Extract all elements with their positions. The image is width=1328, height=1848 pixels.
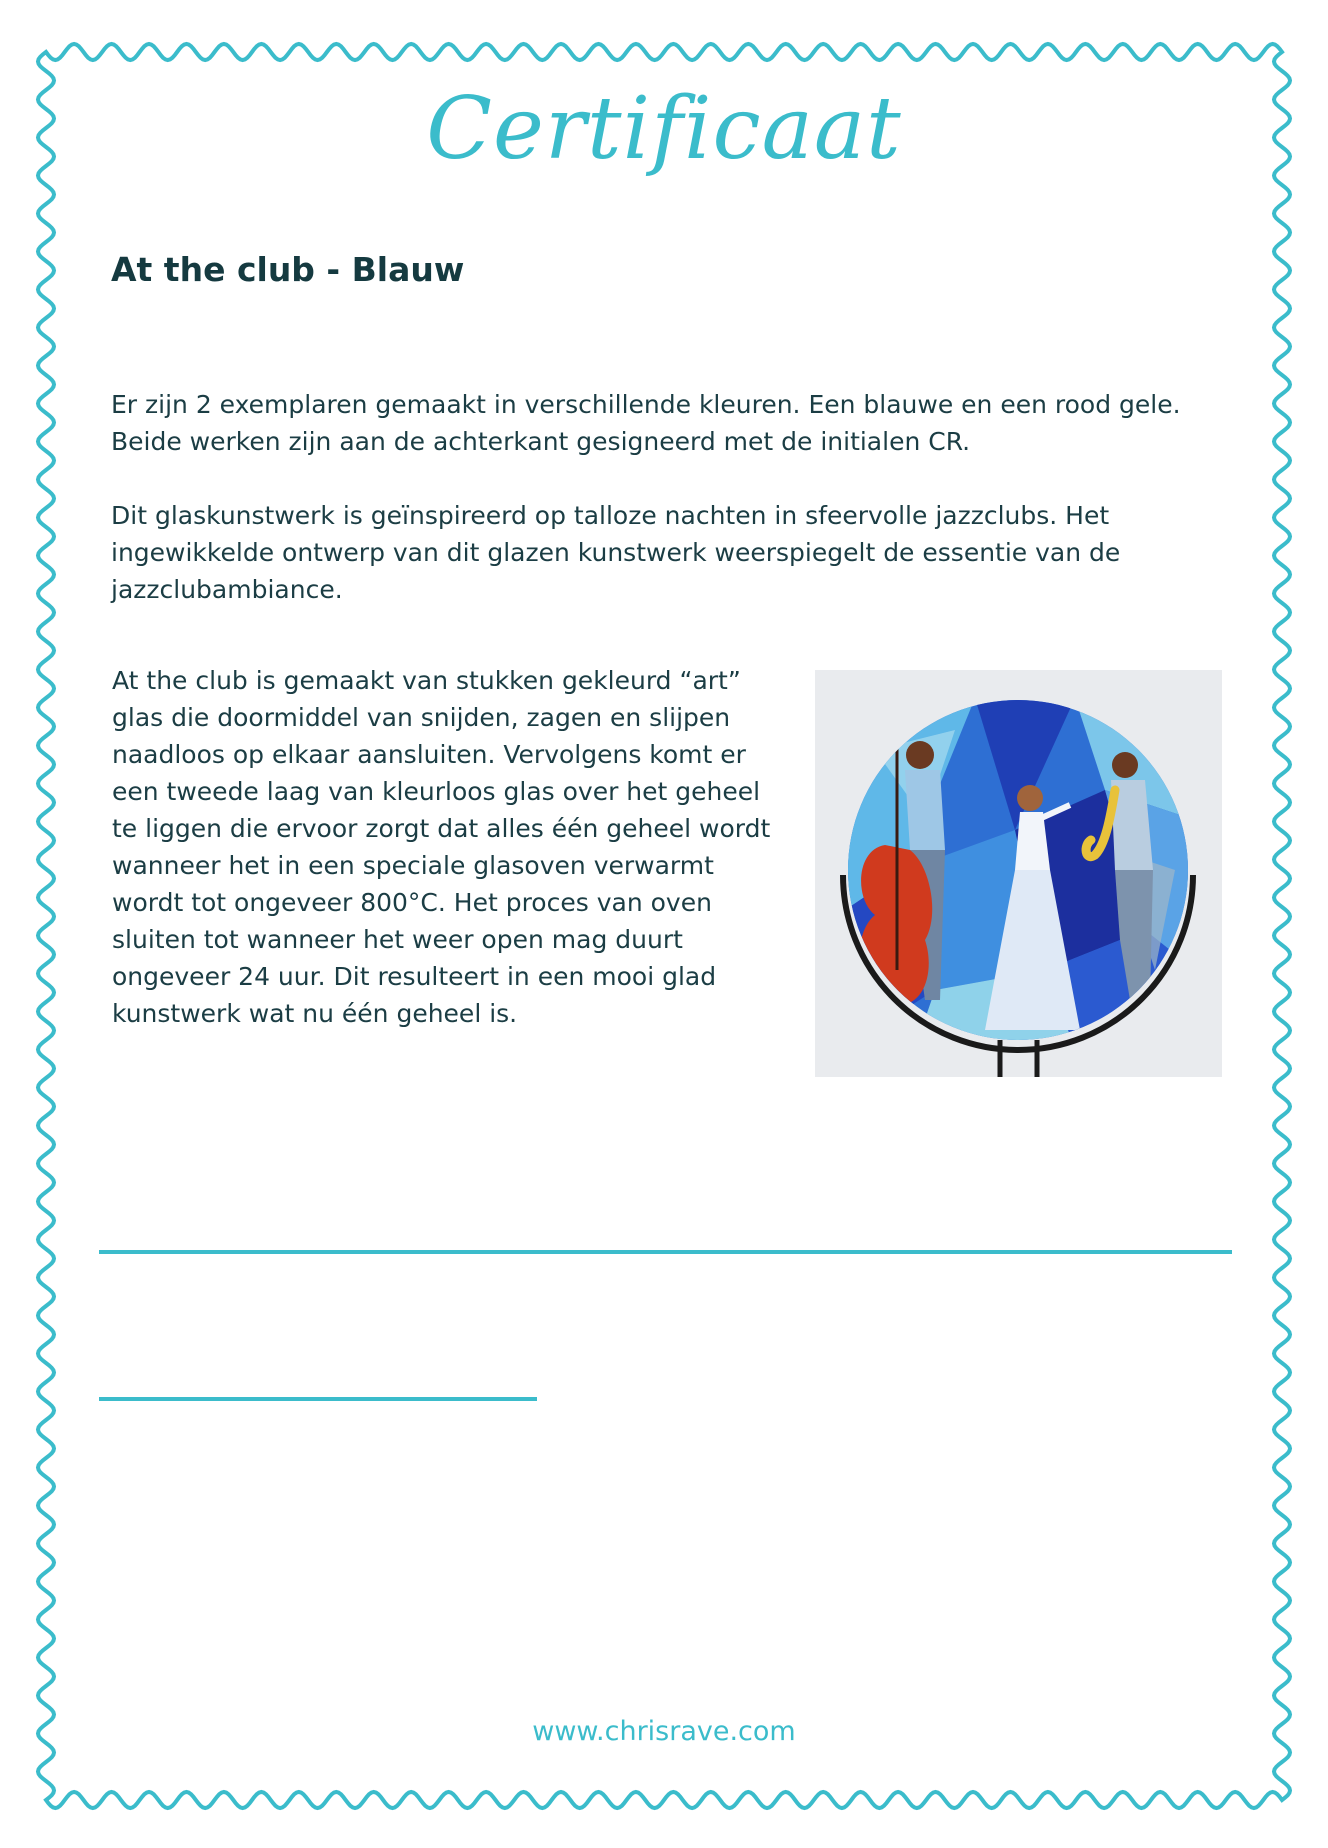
certificate-title: Certificaat — [426, 79, 902, 179]
artwork-heading: At the club - Blauw — [111, 250, 465, 289]
artwork-image — [815, 670, 1222, 1077]
paragraph-process: At the club is gemaakt van stukken gekleurd “art” glas die doormiddel van snijden, zagen en slijpen naadloos op elkaar aansluiten. Vervolgens komt er een tweede laag van kleurloos glas over het geheel te liggen die ervoor zorgt dat alles één geheel wordt wanneer het in een speciale glasoven verwarmt wordt tot ongeveer 800°C. Het proces van oven sluiten tot wanneer het weer open mag duurt ongeveer 24 uur. Dit resulteert in een mooi glad kunstwerk wat nu één geheel is. — [112, 666, 771, 1028]
paragraph-copies: Er zijn 2 exemplaren gemaakt in verschillende kleuren. Een blauwe en een rood gele. Beide werken zijn aan de achterkant gesigneerd met de initialen CR. — [111, 390, 1181, 456]
signature-line — [99, 1250, 1232, 1254]
website-link[interactable]: www.chrisrave.com — [532, 1716, 796, 1747]
paragraph-inspiration: Dit glaskunstwerk is geïnspireerd op talloze nachten in sfeervolle jazzclubs. Het ingewikkelde ontwerp van dit glazen kunstwerk weerspiegelt de essentie van de jazzclubambiance. — [111, 501, 1121, 604]
date-line — [99, 1397, 537, 1401]
